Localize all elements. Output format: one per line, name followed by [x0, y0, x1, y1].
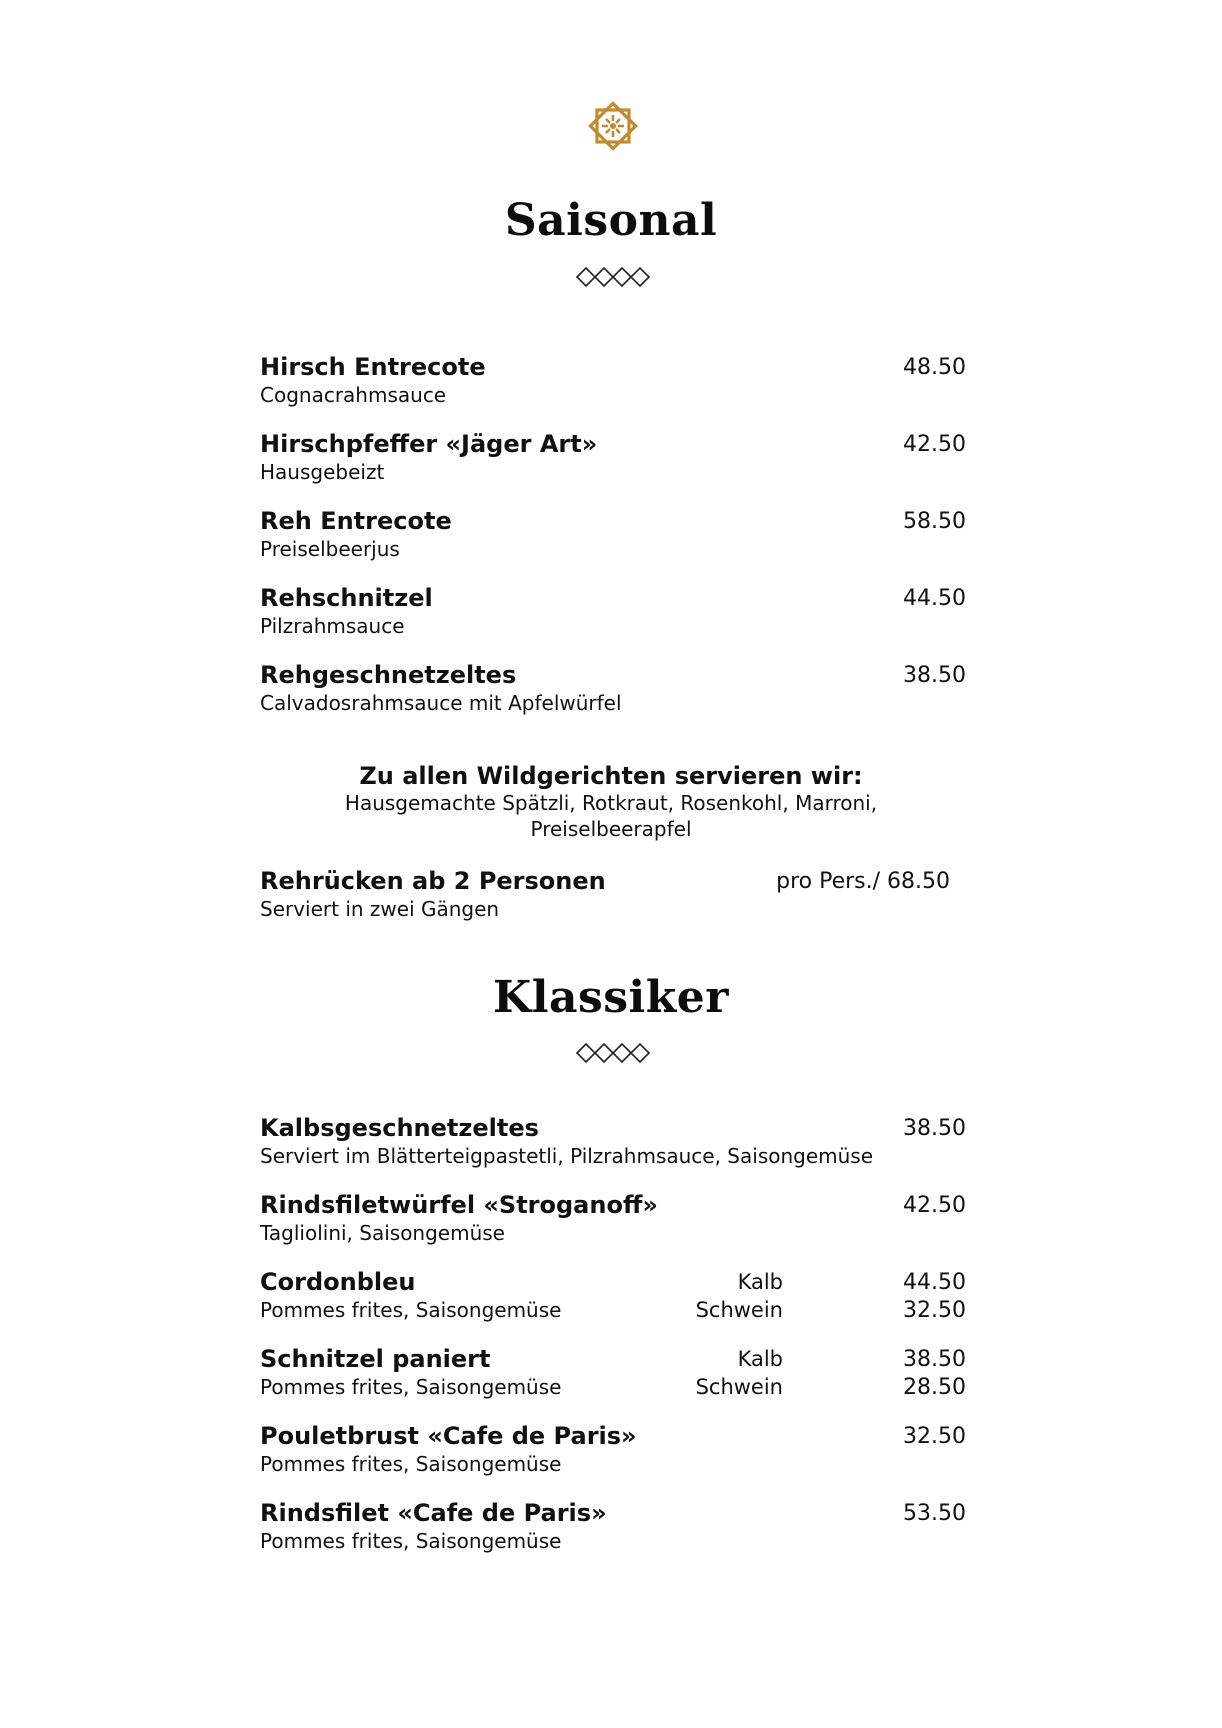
- item-price: 58.50: [903, 509, 966, 534]
- item-name: Schnitzel paniert: [260, 1345, 491, 1373]
- item-description: Pommes frites, Saisongemüse: [260, 1529, 562, 1553]
- item-description: Hausgebeizt: [260, 460, 385, 484]
- menu-item: [260, 1191, 972, 1253]
- item-price: 32.50: [903, 1424, 966, 1449]
- item-price: 42.50: [903, 1193, 966, 1218]
- item-price: 38.50: [903, 663, 966, 688]
- item-variant: Schwein: [695, 1298, 783, 1322]
- menu-item: [260, 661, 972, 723]
- note-line: Preiselbeerapfel: [530, 817, 692, 841]
- diamond-divider-icon: [575, 1042, 651, 1064]
- menu-item: [260, 1499, 972, 1561]
- item-description: Pommes frites, Saisongemüse: [260, 1298, 562, 1322]
- item-description: Serviert in zwei Gängen: [260, 897, 500, 921]
- item-variant: Kalb: [737, 1347, 783, 1371]
- note-heading: Zu allen Wildgerichten servieren wir:: [359, 762, 863, 790]
- item-name: Reh Entrecote: [260, 507, 452, 535]
- item-price: pro Pers./ 68.50: [776, 869, 950, 894]
- diamond-divider-icon: [575, 266, 651, 288]
- note-line: Hausgemachte Spätzli, Rotkraut, Rosenkohl, Marroni,: [344, 791, 878, 815]
- side-dishes-note: [0, 762, 1222, 842]
- menu-item: [260, 1114, 972, 1176]
- item-name: Hirsch Entrecote: [260, 353, 486, 381]
- item-name: Pouletbrust «Cafe de Paris»: [260, 1422, 637, 1450]
- item-variant: Schwein: [695, 1375, 783, 1399]
- menu-item: [260, 1345, 972, 1407]
- menu-item: [260, 507, 972, 569]
- item-name: Rindsfilet «Cafe de Paris»: [260, 1499, 607, 1527]
- menu-item-special: [260, 867, 972, 929]
- item-description: Calvadosrahmsauce mit Apfelwürfel: [260, 691, 622, 715]
- item-description: Pommes frites, Saisongemüse: [260, 1375, 562, 1399]
- item-name: Hirschpfeffer «Jäger Art»: [260, 430, 598, 458]
- menu-item: [260, 353, 972, 415]
- item-variant: Kalb: [737, 1270, 783, 1294]
- item-price: 42.50: [903, 432, 966, 457]
- menu-item: [260, 1268, 972, 1330]
- menu-item: [260, 430, 972, 492]
- item-name: Rehrücken ab 2 Personen: [260, 867, 606, 895]
- item-price: 38.50: [903, 1347, 966, 1372]
- item-name: Rehschnitzel: [260, 584, 433, 612]
- menu-item: [260, 584, 972, 646]
- item-name: Kalbsgeschnetzeltes: [260, 1114, 539, 1142]
- ornament-star-icon: [584, 97, 642, 155]
- item-description: Pommes frites, Saisongemüse: [260, 1452, 562, 1476]
- item-description: Tagliolini, Saisongemüse: [260, 1221, 505, 1245]
- item-price: 44.50: [903, 586, 966, 611]
- menu-item: [260, 1422, 972, 1484]
- item-name: Cordonbleu: [260, 1268, 416, 1296]
- item-price: 53.50: [903, 1501, 966, 1526]
- item-description: Cognacrahmsauce: [260, 383, 447, 407]
- item-name: Rehgeschnetzeltes: [260, 661, 517, 689]
- item-price: 48.50: [903, 355, 966, 380]
- section-title-saisonal: Saisonal: [504, 195, 718, 246]
- item-description: Preiselbeerjus: [260, 537, 400, 561]
- item-description: Pilzrahmsauce: [260, 614, 405, 638]
- item-price: 38.50: [903, 1116, 966, 1141]
- item-price: 44.50: [903, 1270, 966, 1295]
- item-price: 32.50: [903, 1298, 966, 1323]
- item-name: Rindsfiletwürfel «Stroganoff»: [260, 1191, 658, 1219]
- section-title-klassiker: Klassiker: [493, 972, 729, 1023]
- item-price: 28.50: [903, 1375, 966, 1400]
- item-description: Serviert im Blätterteigpastetli, Pilzrahmsauce, Saisongemüse: [260, 1144, 874, 1168]
